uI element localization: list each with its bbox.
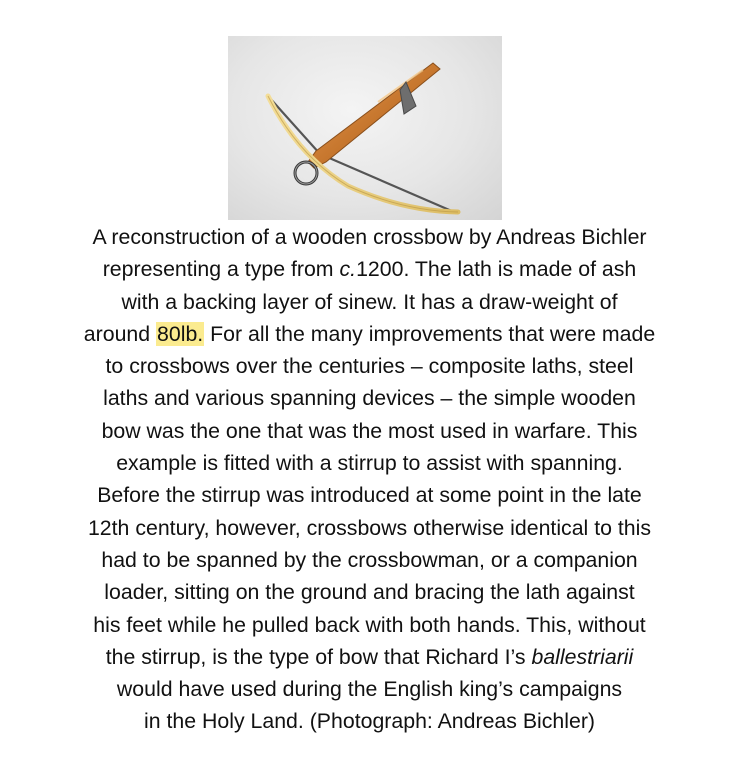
caption-line: bow was the one that was the most used in warfare. This [101, 418, 638, 443]
caption-line: laths and various spanning devices – the simple wooden [103, 386, 636, 411]
latin-term: ballestriarii [531, 644, 634, 669]
caption-line: his feet while he pulled back with both hands. This, without [93, 612, 646, 637]
crossbow-stock [308, 63, 440, 168]
bowstring [268, 96, 454, 212]
caption-line: 12th century, however, crossbows otherwise identical to this [87, 515, 652, 540]
crossbow-photo [228, 36, 502, 220]
caption-line: would have used during the English king’s campaigns [116, 677, 623, 702]
circa-abbreviation: c. [339, 257, 357, 282]
crossbow-lath [268, 96, 458, 212]
caption-line: with a backing layer of sinew. It has a draw-weight of [121, 289, 618, 314]
caption-line: example is fitted with a stirrup to assist with spanning. [116, 451, 623, 476]
caption-line: Before the stirrup was introduced at some point in the late [97, 483, 642, 508]
crossbow-illustration [228, 36, 502, 220]
caption-line: around 80lb. For all the many improvements that were made [83, 321, 656, 346]
highlighted-draw-weight: 80lb. [157, 321, 204, 346]
caption-line: A reconstruction of a wooden crossbow by Andreas Bichler [92, 225, 647, 249]
caption-line: had to be spanned by the crossbowman, or a companion [101, 547, 638, 572]
caption-line: loader, sitting on the ground and bracing the lath against [104, 580, 635, 605]
caption-line: to crossbows over the centuries – composite laths, steel [105, 354, 634, 379]
caption-line: the stirrup, is the type of bow that Richard I’s ballestriarii [105, 644, 634, 669]
caption-line: representing a type from c.1200. The lath is made of ash [102, 257, 637, 282]
figure-caption [14, 221, 725, 738]
caption-line: in the Holy Land. (Photograph: Andreas Bichler) [143, 709, 596, 734]
